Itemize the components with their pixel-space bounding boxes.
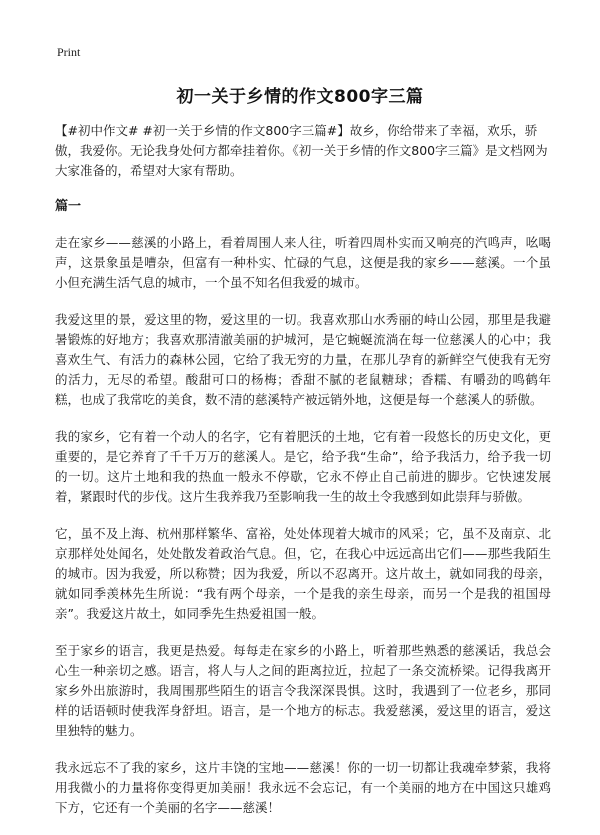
paragraph: 我爱这里的景，爱这里的物，爱这里的一切。我喜欢那山水秀丽的峙山公园，那里是我避暑锻炼的好地方；我喜欢那清澈美丽的护城河，是它蜿蜒流淌在每一位慈溪人的心中；我喜欢生气、有活力的森林公园，它给了我无穷的力量，在那儿孕育的新鲜空气使我有无穷的活力，无尽的希望。酸甜可口的杨梅；香甜不腻的老鼠糖球；香糯、有嚼劲的鸣鹤年糕，也成了我常吃的美食，数不清的慈溪特产被远销外地，这便是每一个慈溪人的骄傲。	[55, 312, 551, 407]
paragraph: 它，虽不及上海、杭州那样繁华、富裕，处处体现着大城市的风采；它，虽不及南京、北京那样处处闻名，处处散发着政治气息。但，它，在我心中远远高出它们——那些我陌生的城市。因为我爱，所以称赞；因为我爱，所以不忍离开。这片故土，就如同我的母亲，就如同季羡林先生所说：“我有两个母亲，一个是我的亲生母亲，而另一个是我的祖国母亲”。我爱这片故土，如同季先生热爱祖国一般。	[55, 526, 551, 621]
paragraph: 我永远忘不了我的家乡，这片丰饶的宝地——慈溪！你的一切一切都让我魂牵梦萦，我将用我微小的力量将你变得更加美丽！我永远不会忘记，有一个美丽的地方在中国这只雄鸡下方，它还有一个美丽的名字——慈溪！	[55, 760, 551, 815]
paragraph: 我的家乡，它有着一个动人的名字，它有着肥沃的土地，它有着一段悠长的历史文化，更重要的，是它养育了千千万万的慈溪人。是它，给予我“生命”，给予我活力，给予我一切的一切。这片土地和我的热血一般永不停歇，它永不停止自己前进的脚步。它快速发展着，紧跟时代的步伐。这片生我养我乃至影响我一生的故土令我感到如此崇拜与骄傲。	[55, 429, 551, 504]
section-heading: 篇一	[55, 199, 82, 214]
page-title: 初一关于乡情的作文800字三篇	[176, 87, 424, 107]
paragraph: 走在家乡——慈溪的小路上，看着周围人来人往，听着四周朴实而又响亮的汽鸣声，吆喝声，这景象虽是嘈杂，但富有一种朴实、忙碌的气息，这便是我的家乡——慈溪。一个虽小但充满生活气息的城市，一个虽不知名但我爱的城市。	[55, 235, 551, 290]
intro-paragraph: 【#初中作文# #初一关于乡情的作文800字三篇#】故乡，你给带来了幸福，欢乐，骄傲，我爱你。无论我身处何方都牵挂着你。《初一关于乡情的作文800字三篇》是文档网为大家准备的，希望对大家有帮助。	[55, 123, 548, 178]
article-body	[55, 121, 551, 835]
paragraph: 至于家乡的语言，我更是热爱。每每走在家乡的小路上，听着那些熟悉的慈溪话，我总会心生一种亲切之感。语言，将人与人之间的距离拉近，拉起了一条交流桥梁。记得我离开家乡外出旅游时，我周围那些陌生的语言令我深深畏惧。这时，我遇到了一位老乡，那同样的话语顿时使我浑身舒坦。语言，是一个地方的标志。我爱慈溪，爱这里的语言，爱这里独特的魅力。	[55, 643, 551, 738]
print-label: Print	[57, 45, 81, 59]
